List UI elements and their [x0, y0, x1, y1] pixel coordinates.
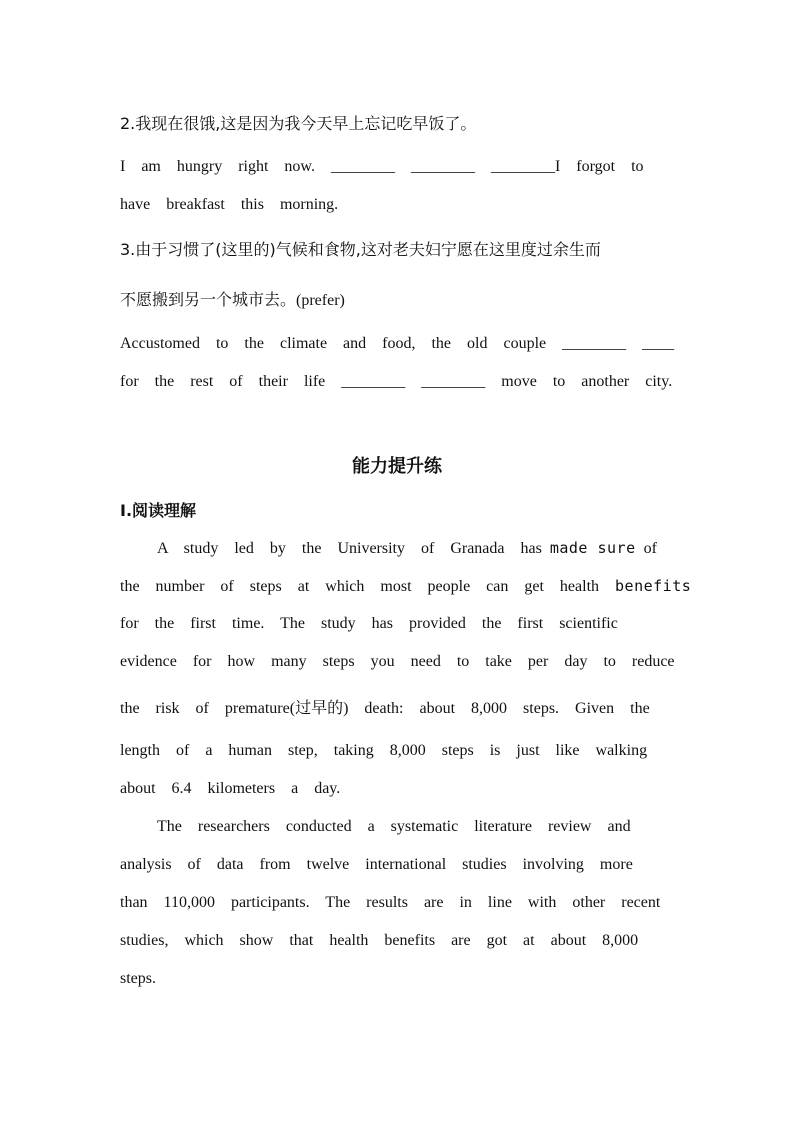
p1-line5	[120, 698, 650, 719]
reading-heading: Ⅰ.阅读理解	[120, 501, 197, 520]
p2-line5: steps.	[120, 970, 156, 987]
p1-l2-mono: benefits	[615, 577, 692, 595]
q2-chinese: 2.我现在很饿,这是因为我今天早上忘记吃早饭了。	[120, 114, 477, 133]
q3-hint: (prefer)	[296, 292, 345, 309]
p1-l5-cn: 过早的	[295, 698, 344, 717]
p1-line4: evidence for how many steps you need to take per day to reduce	[120, 653, 675, 670]
p1-line3: for the first time. The study has provided the first scientific	[120, 615, 618, 632]
q3-english-line1: Accustomed to the climate and food, the old couple ________ ____	[120, 335, 675, 352]
p2-line4: studies, which show that health benefits are got at about 8,000	[120, 932, 639, 949]
p2-line2: analysis of data from twelve international studies involving more	[120, 856, 633, 873]
p1-line7: about 6.4 kilometers a day.	[120, 780, 341, 797]
p1-l5-b: ) death: about 8,000 steps. Given the	[343, 700, 650, 717]
p2-line3: than 110,000 participants. The results are in line with other recent	[120, 894, 661, 911]
q3-chinese-line1: 3.由于习惯了(这里的)气候和食物,这对老夫妇宁愿在这里度过余生而	[120, 240, 601, 259]
q3-chinese-line2	[120, 290, 345, 311]
section-title: 能力提升练	[352, 456, 442, 477]
q3-chinese-text: 不愿搬到另一个城市去。	[120, 290, 297, 309]
p1-line6: length of a human step, taking 8,000 steps is just like walking	[120, 742, 648, 759]
p1-line1	[157, 538, 657, 559]
p1-l1-mono: made sure	[549, 539, 636, 557]
q2-english-line2: have breakfast this morning.	[120, 196, 339, 213]
p1-l2-a: the number of steps at which most people can get health	[120, 578, 616, 595]
p1-l5-a: the risk of premature(	[120, 700, 296, 717]
p1-l1-b: of	[635, 540, 657, 557]
p1-line2	[120, 576, 691, 597]
q2-english-line1: I am hungry right now. ________ ________ ________I forgot to	[120, 158, 644, 175]
q3-english-line2: for the rest of their life ________ ________ move to another city.	[120, 373, 673, 390]
p1-l1-a: A study led by the University of Granada has	[157, 540, 550, 557]
p2-line1: The researchers conducted a systematic literature review and	[157, 818, 631, 835]
